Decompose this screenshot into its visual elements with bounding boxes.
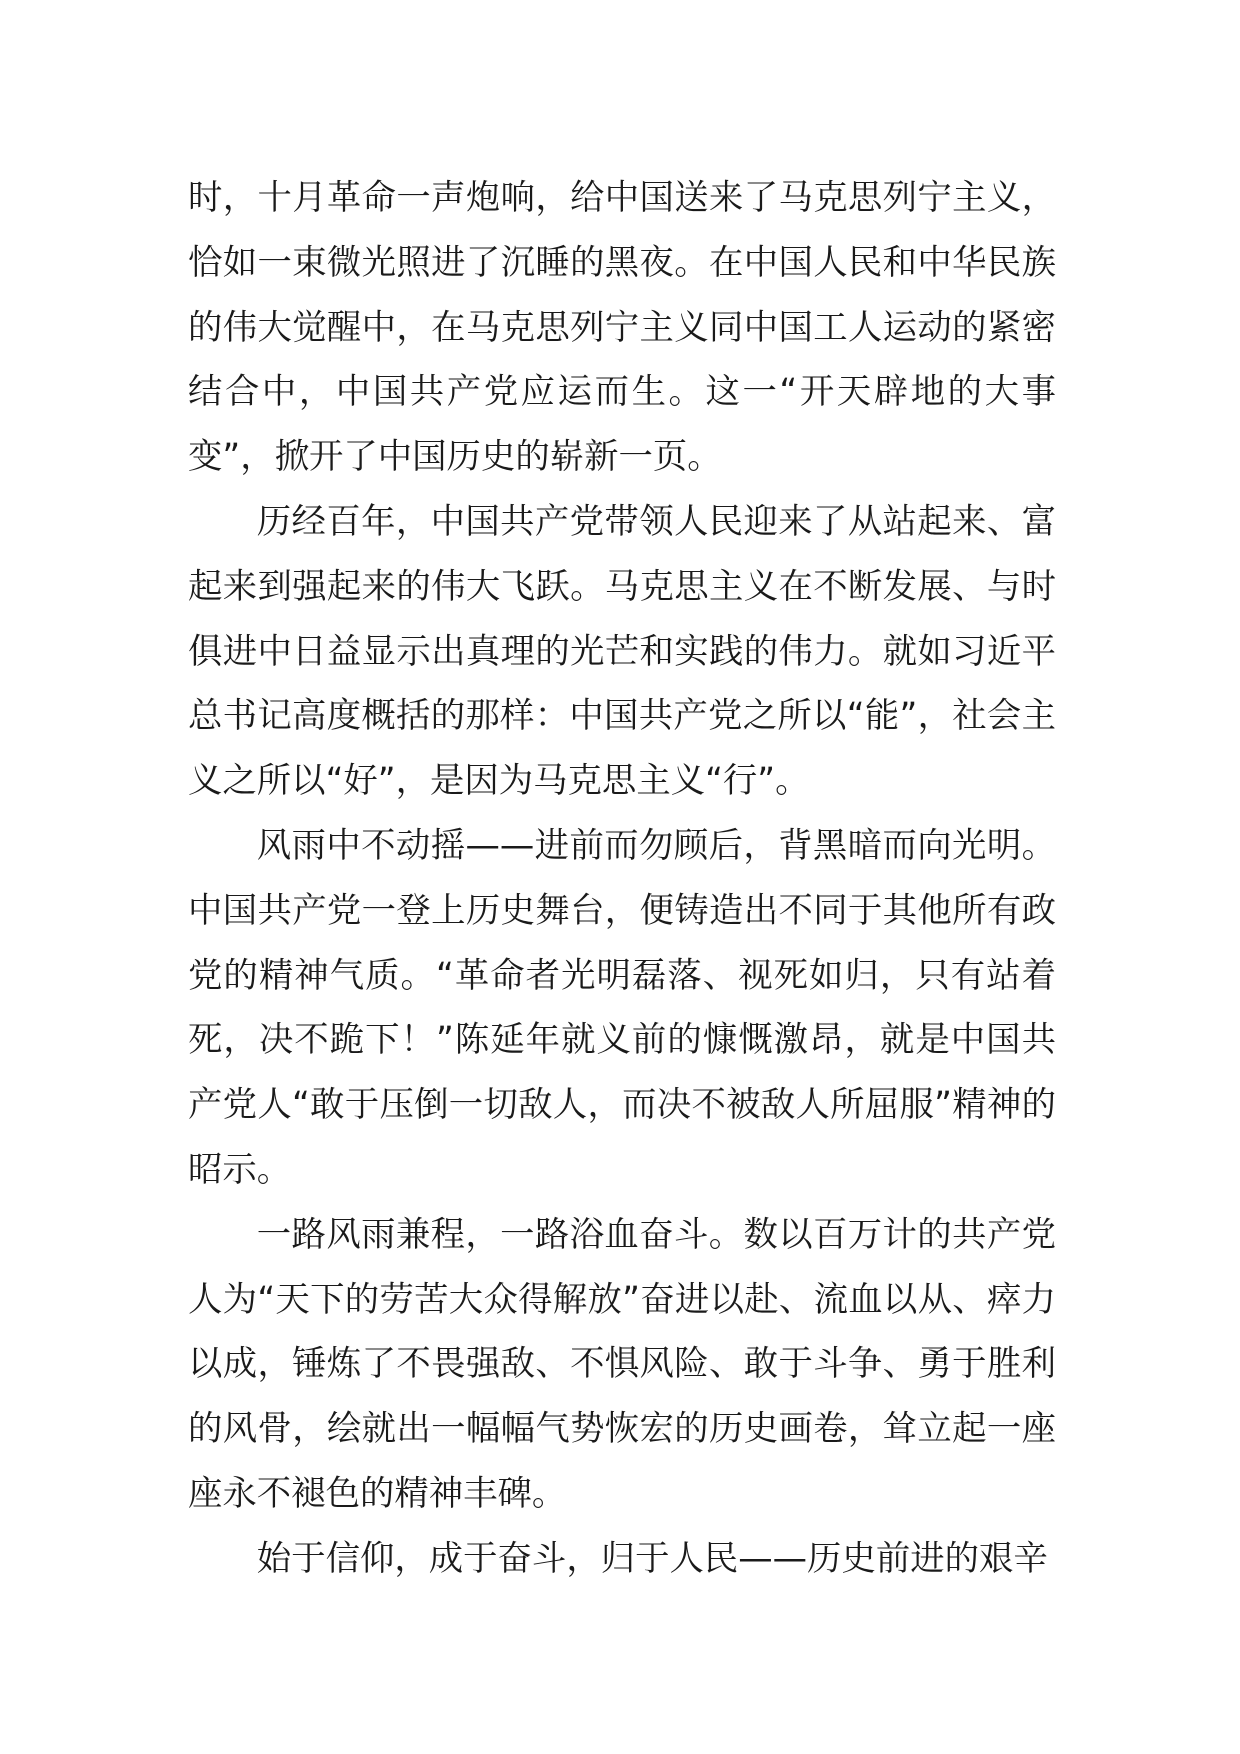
paragraph: 历经百年，中国共产党带领人民迎来了从站起来、富起来到强起来的伟大飞跃。马克思主义在不断发展、与时俱进中日益显示出真理的光芒和实践的伟力。就如习近平总书记高度概括的那样：中国共产党之所以“能”，社会主义之所以“好”，是因为马克思主义“行”。 <box>188 501 1056 802</box>
paragraph: 一路风雨兼程，一路浴血奋斗。数以百万计的共产党人为“天下的劳苦大众得解放”奋进以赴、流血以从、瘁力以成，锤炼了不畏强敌、不惧风险、敢于斗争、勇于胜利的风骨，绘就出一幅幅气势恢宏的历史画卷，耸立起一座座永不褪色的精神丰碑。 <box>188 1214 1056 1514</box>
paragraph: 风雨中不动摇——进前而勿顾后，背黑暗而向光明。中国共产党一登上历史舞台，便铸造出不同于其他所有政党的精神气质。“革命者光明磊落、视死如归，只有站着死，决不跪下！”陈延年就义前的慷慨激昂，就是中国共产党人“敢于压倒一切敌人，而决不被敌人所屈服”精神的昭示。 <box>188 825 1056 1190</box>
paragraph: 始于信仰，成于奋斗，归于人民——历史前进的艰辛 <box>256 1538 1048 1579</box>
body-text <box>188 166 1056 1592</box>
paragraph-continued: 时，十月革命一声炮响，给中国送来了马克思列宁主义，恰如一束微光照进了沉睡的黑夜。在中国人民和中华民族的伟大觉醒中，在马克思列宁主义同中国工人运动的紧密结合中，中国共产党应运而生。这一“开天辟地的大事变”，掀开了中国历史的崭新一页。 <box>188 178 1056 478</box>
